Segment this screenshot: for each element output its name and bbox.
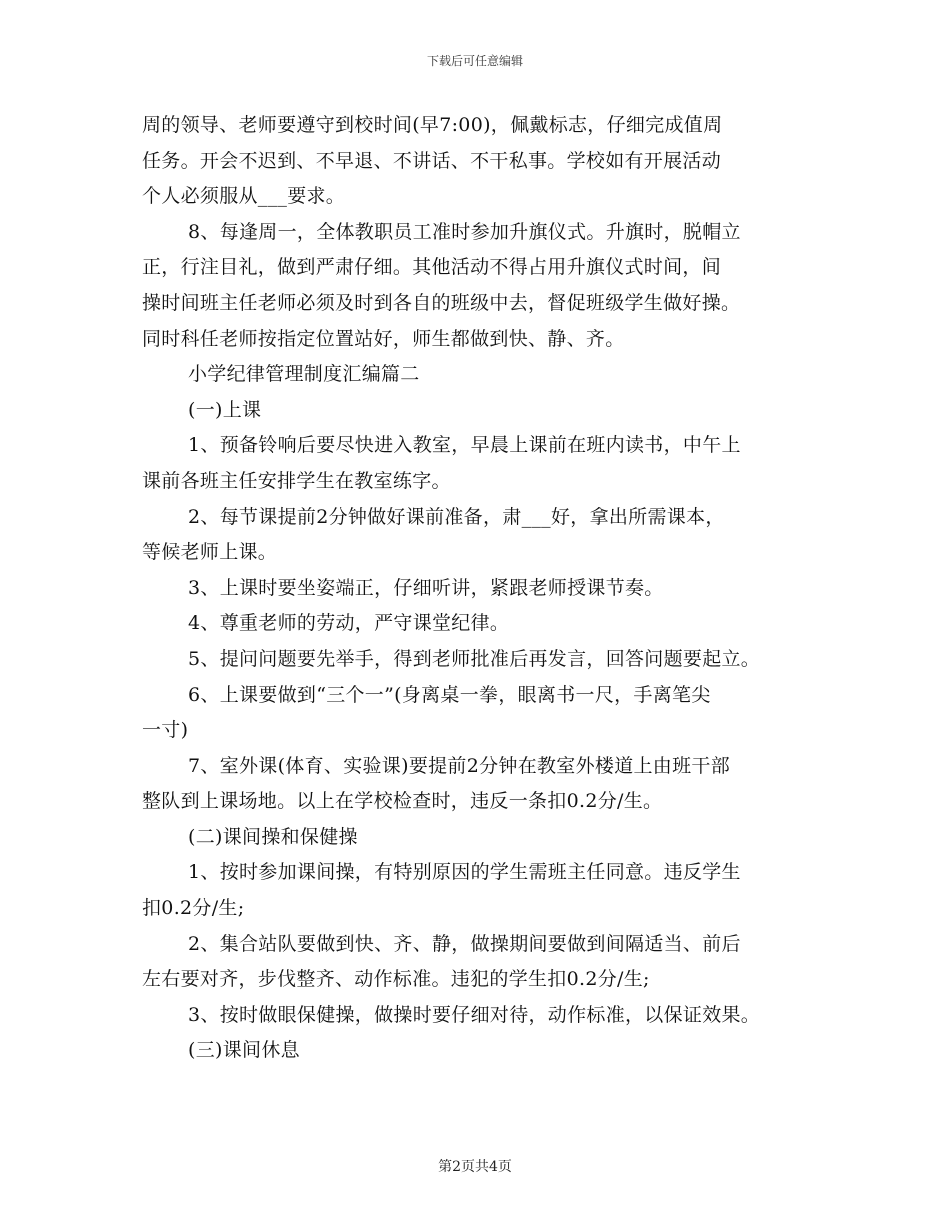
text-line: 操时间班主任老师必须及时到各自的班级中去，督促班级学生做好操。 bbox=[142, 291, 741, 314]
text-line: 扣0.2分/生; bbox=[142, 897, 245, 920]
text-line: 一寸) bbox=[142, 719, 189, 742]
text-line: 2、集合站队要做到快、齐、静，做操期间要做到间隔适当、前后 bbox=[188, 932, 741, 955]
text-line: 2、每节课提前2分钟做好课前准备，肃___好，拿出所需课本， bbox=[188, 505, 725, 528]
page-footer: 第2页共4页 bbox=[438, 1159, 512, 1175]
text-line: 左右要对齐，步伐整齐、动作标准。违犯的学生扣0.2分/生; bbox=[142, 968, 650, 991]
text-line: 6、上课要做到“三个一”(身离桌一拳，眼离书一尺，手离笔尖 bbox=[188, 683, 711, 706]
text-line: (二)课间操和保健操 bbox=[188, 825, 358, 848]
text-line: 等候老师上课。 bbox=[142, 541, 278, 564]
text-line: 个人必须服从___要求。 bbox=[142, 185, 346, 208]
text-line: 7、室外课(体育、实验课)要提前2分钟在教室外楼道上由班干部 bbox=[188, 754, 731, 777]
text-line: (三)课间休息 bbox=[188, 1039, 300, 1062]
text-line: 1、按时参加课间操，有特别原因的学生需班主任同意。违反学生 bbox=[188, 861, 741, 884]
text-line: 1、预备铃响后要尽快进入教室，早晨上课前在班内读书，中午上 bbox=[188, 434, 741, 457]
text-line: 课前各班主任安排学生在教室练字。 bbox=[142, 469, 451, 492]
document-body bbox=[142, 108, 822, 1069]
text-line: 周的领导、老师要遵守到校时间(早7:00)，佩戴标志，仔细完成值周 bbox=[142, 114, 723, 136]
text-line: 整队到上课场地。以上在学校检查时，违反一条扣0.2分/生。 bbox=[142, 790, 663, 813]
text-line: (一)上课 bbox=[188, 398, 262, 421]
text-line: 5、提问问题要先举手，得到老师批准后再发言，回答问题要起立。 bbox=[188, 647, 761, 670]
text-line: 3、按时做眼保健操，做操时要仔细对待，动作标准，以保证效果。 bbox=[188, 1003, 761, 1026]
page-header: 下载后可任意编辑 bbox=[426, 54, 523, 68]
text-line: 4、尊重老师的劳动，严守课堂纪律。 bbox=[188, 612, 510, 635]
text-line: 同时科任老师按指定位置站好，师生都做到快、静、齐。 bbox=[142, 327, 625, 350]
text-line: 正，行注目礼，做到严肃仔细。其他活动不得占用升旗仪式时间，间 bbox=[142, 256, 722, 279]
text-line: 3、上课时要坐姿端正，仔细听讲，紧跟老师授课节奏。 bbox=[188, 576, 664, 599]
text-line: 任务。开会不迟到、不早退、不讲话、不干私事。学校如有开展活动 bbox=[142, 149, 722, 172]
text-line: 8、每逢周一，全体教职员工准时参加升旗仪式。升旗时，脱帽立 bbox=[188, 220, 741, 243]
text-line: 小学纪律管理制度汇编篇二 bbox=[188, 363, 420, 386]
